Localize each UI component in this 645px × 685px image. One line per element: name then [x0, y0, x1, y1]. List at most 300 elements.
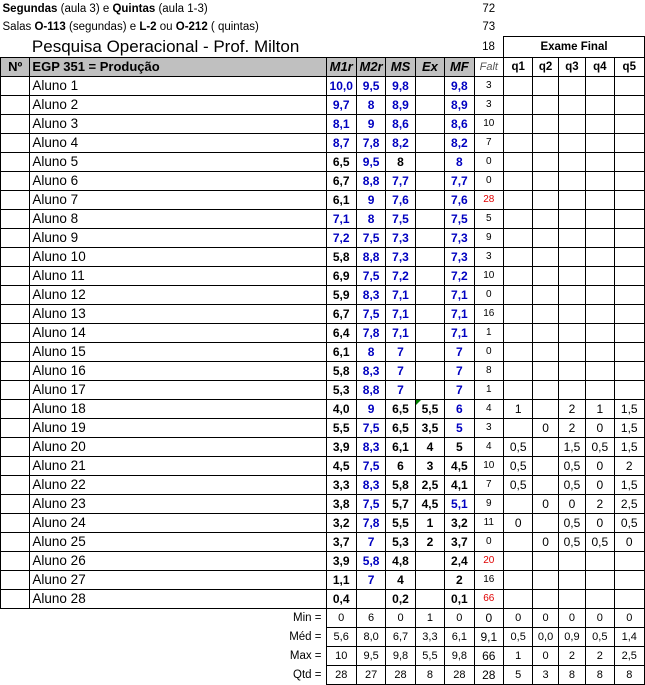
student-name[interactable]: Aluno 5	[30, 152, 326, 171]
q3-cell[interactable]: 2	[558, 399, 585, 418]
ms-cell[interactable]: 5,8	[386, 475, 415, 494]
stat-ex-cell[interactable]: 8	[415, 665, 444, 684]
mf-cell[interactable]: 2,4	[445, 551, 474, 570]
q3-cell[interactable]	[558, 589, 585, 608]
row-number-cell[interactable]	[1, 437, 30, 456]
ms-cell[interactable]: 8,9	[386, 95, 415, 114]
stat-m2r-cell[interactable]: 9,5	[356, 646, 385, 665]
q2-cell[interactable]	[533, 95, 558, 114]
row-number-cell[interactable]	[1, 76, 30, 95]
stat-mf-cell[interactable]: 0	[445, 608, 474, 627]
row-number-cell[interactable]	[1, 171, 30, 190]
falt-cell[interactable]: 1	[474, 323, 503, 342]
m2r-cell[interactable]: 9	[356, 114, 385, 133]
stat-q4-cell[interactable]: 0	[586, 608, 614, 627]
row-number-cell[interactable]	[1, 304, 30, 323]
m2r-cell[interactable]	[356, 589, 385, 608]
ex-cell[interactable]: 3,5	[415, 418, 444, 437]
q5-cell[interactable]	[614, 228, 644, 247]
q1-cell[interactable]	[504, 285, 533, 304]
ms-cell[interactable]: 5,5	[386, 513, 415, 532]
student-name[interactable]: Aluno 15	[30, 342, 326, 361]
q1-cell[interactable]	[504, 76, 533, 95]
stat-ms-cell[interactable]: 6,7	[386, 627, 415, 646]
q5-cell[interactable]	[614, 380, 644, 399]
mf-cell[interactable]: 7,6	[445, 190, 474, 209]
q2-cell[interactable]: 0	[533, 532, 558, 551]
m2r-cell[interactable]: 9	[356, 399, 385, 418]
m2r-cell[interactable]: 7,5	[356, 228, 385, 247]
q2-cell[interactable]	[533, 171, 558, 190]
stat-mf-cell[interactable]: 6,1	[445, 627, 474, 646]
m1r-cell[interactable]: 7,2	[326, 228, 356, 247]
q4-cell[interactable]	[586, 133, 614, 152]
falt-cell[interactable]: 3	[474, 95, 503, 114]
q4-cell[interactable]	[586, 228, 614, 247]
falt-cell[interactable]: 1	[474, 380, 503, 399]
q3-cell[interactable]: 0,5	[558, 475, 585, 494]
q3-cell[interactable]	[558, 380, 585, 399]
stat-m2r-cell[interactable]: 8,0	[356, 627, 385, 646]
falt-cell[interactable]: 11	[474, 513, 503, 532]
m1r-cell[interactable]: 7,1	[326, 209, 356, 228]
ex-cell[interactable]	[415, 228, 444, 247]
q4-cell[interactable]: 1	[586, 399, 614, 418]
q1-cell[interactable]	[504, 380, 533, 399]
ex-cell[interactable]	[415, 551, 444, 570]
student-name[interactable]: Aluno 18	[30, 399, 326, 418]
q1-cell[interactable]: 0,5	[504, 456, 533, 475]
ex-cell[interactable]	[415, 342, 444, 361]
student-name[interactable]: Aluno 27	[30, 570, 326, 589]
m1r-cell[interactable]: 4,5	[326, 456, 356, 475]
student-name[interactable]: Aluno 7	[30, 190, 326, 209]
student-name[interactable]: Aluno 24	[30, 513, 326, 532]
ms-cell[interactable]: 4	[386, 570, 415, 589]
falt-cell[interactable]: 0	[474, 171, 503, 190]
m1r-cell[interactable]: 3,9	[326, 551, 356, 570]
q2-cell[interactable]	[533, 570, 558, 589]
q5-cell[interactable]: 1,5	[614, 399, 644, 418]
mf-cell[interactable]: 3,7	[445, 532, 474, 551]
mf-cell[interactable]: 7,1	[445, 323, 474, 342]
ex-cell[interactable]	[415, 209, 444, 228]
stat-ex-cell[interactable]: 3,3	[415, 627, 444, 646]
row-number-cell[interactable]	[1, 247, 30, 266]
ex-cell[interactable]	[415, 95, 444, 114]
ex-cell[interactable]: 1	[415, 513, 444, 532]
q5-cell[interactable]	[614, 114, 644, 133]
m1r-cell[interactable]: 6,1	[326, 342, 356, 361]
mf-cell[interactable]: 7,5	[445, 209, 474, 228]
stat-falt-cell[interactable]: 66	[474, 646, 503, 665]
q2-cell[interactable]	[533, 285, 558, 304]
q4-cell[interactable]	[586, 551, 614, 570]
stat-q5-cell[interactable]: 8	[614, 665, 644, 684]
mf-cell[interactable]: 8,9	[445, 95, 474, 114]
falt-cell[interactable]: 20	[474, 551, 503, 570]
exam-final-header[interactable]: Exame Final	[504, 37, 645, 58]
mf-cell[interactable]: 7,3	[445, 228, 474, 247]
stat-ms-cell[interactable]: 0	[386, 608, 415, 627]
stat-ms-cell[interactable]: 28	[386, 665, 415, 684]
stat-q1-cell[interactable]: 0,5	[504, 627, 533, 646]
row-number-cell[interactable]	[1, 228, 30, 247]
q2-cell[interactable]	[533, 247, 558, 266]
falt-cell[interactable]: 0	[474, 152, 503, 171]
falt-cell[interactable]: 0	[474, 285, 503, 304]
m2r-cell[interactable]: 7,5	[356, 494, 385, 513]
row-number-cell[interactable]	[1, 285, 30, 304]
header-ex[interactable]: Ex	[415, 57, 444, 76]
ms-cell[interactable]: 4,8	[386, 551, 415, 570]
q3-cell[interactable]: 1,5	[558, 437, 585, 456]
ms-cell[interactable]: 7,3	[386, 228, 415, 247]
q5-cell[interactable]	[614, 589, 644, 608]
m2r-cell[interactable]: 7,5	[356, 266, 385, 285]
q5-cell[interactable]: 1,5	[614, 475, 644, 494]
q5-cell[interactable]	[614, 342, 644, 361]
q2-cell[interactable]	[533, 589, 558, 608]
falt-cell[interactable]: 10	[474, 266, 503, 285]
mf-cell[interactable]: 7	[445, 380, 474, 399]
ms-cell[interactable]: 7,1	[386, 285, 415, 304]
ms-cell[interactable]: 6,5	[386, 399, 415, 418]
q5-cell[interactable]	[614, 361, 644, 380]
m2r-cell[interactable]: 7,8	[356, 133, 385, 152]
stat-q2-cell[interactable]: 0,0	[533, 627, 558, 646]
student-name[interactable]: Aluno 26	[30, 551, 326, 570]
q3-cell[interactable]	[558, 152, 585, 171]
ex-cell[interactable]: 5,5	[415, 399, 444, 418]
q1-cell[interactable]	[504, 323, 533, 342]
ex-cell[interactable]: 2	[415, 532, 444, 551]
ms-cell[interactable]: 7	[386, 342, 415, 361]
stat-falt-cell[interactable]: 0	[474, 608, 503, 627]
stat-ms-cell[interactable]: 9,8	[386, 646, 415, 665]
q2-cell[interactable]	[533, 209, 558, 228]
mf-cell[interactable]: 7,7	[445, 171, 474, 190]
row-number-cell[interactable]	[1, 342, 30, 361]
q4-cell[interactable]	[586, 589, 614, 608]
m2r-cell[interactable]: 8	[356, 209, 385, 228]
title-number[interactable]: 18	[482, 40, 495, 53]
empty-cell[interactable]	[504, 0, 645, 18]
mf-cell[interactable]: 7,1	[445, 304, 474, 323]
falt-cell[interactable]: 28	[474, 190, 503, 209]
m2r-cell[interactable]: 5,8	[356, 551, 385, 570]
student-name[interactable]: Aluno 28	[30, 589, 326, 608]
stat-q5-cell[interactable]: 2,5	[614, 646, 644, 665]
q3-cell[interactable]	[558, 342, 585, 361]
q1-cell[interactable]: 1	[504, 399, 533, 418]
q5-cell[interactable]	[614, 323, 644, 342]
stat-q4-cell[interactable]: 0,5	[586, 627, 614, 646]
mf-cell[interactable]: 7,1	[445, 285, 474, 304]
student-name[interactable]: Aluno 20	[30, 437, 326, 456]
q4-cell[interactable]	[586, 342, 614, 361]
mf-cell[interactable]: 7,2	[445, 266, 474, 285]
q3-cell[interactable]: 0,5	[558, 532, 585, 551]
ex-cell[interactable]	[415, 76, 444, 95]
ms-cell[interactable]: 6,1	[386, 437, 415, 456]
m2r-cell[interactable]: 7,8	[356, 323, 385, 342]
q3-cell[interactable]	[558, 361, 585, 380]
q5-cell[interactable]: 0,5	[614, 513, 644, 532]
q5-cell[interactable]	[614, 190, 644, 209]
student-name[interactable]: Aluno 17	[30, 380, 326, 399]
falt-cell[interactable]: 0	[474, 532, 503, 551]
row-number-cell[interactable]	[1, 114, 30, 133]
q1-cell[interactable]	[504, 209, 533, 228]
q2-cell[interactable]: 0	[533, 494, 558, 513]
m1r-cell[interactable]: 6,1	[326, 190, 356, 209]
stat-q1-cell[interactable]: 1	[504, 646, 533, 665]
q5-cell[interactable]	[614, 266, 644, 285]
mf-cell[interactable]: 7	[445, 342, 474, 361]
q4-cell[interactable]	[586, 152, 614, 171]
m2r-cell[interactable]: 8	[356, 95, 385, 114]
m1r-cell[interactable]: 3,9	[326, 437, 356, 456]
ms-cell[interactable]: 7,7	[386, 171, 415, 190]
q4-cell[interactable]: 0	[586, 475, 614, 494]
row-number-cell[interactable]	[1, 513, 30, 532]
q2-cell[interactable]	[533, 399, 558, 418]
q5-cell[interactable]	[614, 171, 644, 190]
ex-cell[interactable]	[415, 171, 444, 190]
q5-cell[interactable]	[614, 304, 644, 323]
ms-cell[interactable]: 7,2	[386, 266, 415, 285]
m2r-cell[interactable]: 7,5	[356, 456, 385, 475]
q4-cell[interactable]	[586, 285, 614, 304]
q1-cell[interactable]	[504, 95, 533, 114]
q2-cell[interactable]	[533, 228, 558, 247]
student-name[interactable]: Aluno 14	[30, 323, 326, 342]
q4-cell[interactable]	[586, 266, 614, 285]
q1-cell[interactable]	[504, 133, 533, 152]
student-name[interactable]: Aluno 12	[30, 285, 326, 304]
m1r-cell[interactable]: 1,1	[326, 570, 356, 589]
q5-cell[interactable]	[614, 95, 644, 114]
stat-q3-cell[interactable]: 2	[558, 646, 585, 665]
q2-cell[interactable]	[533, 361, 558, 380]
ex-cell[interactable]	[415, 285, 444, 304]
q2-cell[interactable]	[533, 437, 558, 456]
m2r-cell[interactable]: 8,3	[356, 361, 385, 380]
falt-cell[interactable]: 4	[474, 437, 503, 456]
q3-cell[interactable]: 0	[558, 494, 585, 513]
q5-cell[interactable]	[614, 76, 644, 95]
m1r-cell[interactable]: 6,7	[326, 171, 356, 190]
m1r-cell[interactable]: 6,9	[326, 266, 356, 285]
q5-cell[interactable]: 2,5	[614, 494, 644, 513]
m1r-cell[interactable]: 4,0	[326, 399, 356, 418]
header-mf[interactable]: MF	[445, 57, 474, 76]
ms-cell[interactable]: 5,7	[386, 494, 415, 513]
student-name[interactable]: Aluno 21	[30, 456, 326, 475]
row-number-cell[interactable]	[1, 152, 30, 171]
stat-ex-cell[interactable]: 5,5	[415, 646, 444, 665]
q2-cell[interactable]	[533, 190, 558, 209]
m1r-cell[interactable]: 9,7	[326, 95, 356, 114]
m1r-cell[interactable]: 5,8	[326, 247, 356, 266]
q4-cell[interactable]: 2	[586, 494, 614, 513]
ex-cell[interactable]	[415, 266, 444, 285]
header-q3[interactable]: q3	[558, 57, 585, 76]
q5-cell[interactable]	[614, 152, 644, 171]
q1-cell[interactable]: 0,5	[504, 475, 533, 494]
q5-cell[interactable]	[614, 209, 644, 228]
row-number-cell[interactable]	[1, 475, 30, 494]
m1r-cell[interactable]: 6,4	[326, 323, 356, 342]
mf-cell[interactable]: 3,2	[445, 513, 474, 532]
falt-cell[interactable]: 3	[474, 76, 503, 95]
student-name[interactable]: Aluno 3	[30, 114, 326, 133]
q3-cell[interactable]	[558, 133, 585, 152]
row-number-cell[interactable]	[1, 190, 30, 209]
q3-cell[interactable]	[558, 551, 585, 570]
q5-cell[interactable]	[614, 285, 644, 304]
stat-m1r-cell[interactable]: 0	[326, 608, 356, 627]
q3-cell[interactable]: 2	[558, 418, 585, 437]
q1-cell[interactable]	[504, 551, 533, 570]
m2r-cell[interactable]: 7,5	[356, 418, 385, 437]
row-number-cell[interactable]	[1, 380, 30, 399]
m1r-cell[interactable]: 0,4	[326, 589, 356, 608]
q1-cell[interactable]	[504, 342, 533, 361]
q1-cell[interactable]	[504, 418, 533, 437]
mf-cell[interactable]: 2	[445, 570, 474, 589]
mf-cell[interactable]: 4,1	[445, 475, 474, 494]
falt-cell[interactable]: 7	[474, 133, 503, 152]
row-number-cell[interactable]	[1, 133, 30, 152]
q1-cell[interactable]: 0	[504, 513, 533, 532]
q3-cell[interactable]	[558, 76, 585, 95]
q1-cell[interactable]	[504, 190, 533, 209]
q5-cell[interactable]: 1,5	[614, 418, 644, 437]
student-name[interactable]: Aluno 10	[30, 247, 326, 266]
header-ms[interactable]: MS	[386, 57, 415, 76]
mf-cell[interactable]: 5	[445, 418, 474, 437]
falt-cell[interactable]: 3	[474, 418, 503, 437]
empty-cell[interactable]	[504, 18, 645, 37]
falt-cell[interactable]: 5	[474, 209, 503, 228]
row-number-cell[interactable]	[1, 456, 30, 475]
q4-cell[interactable]	[586, 361, 614, 380]
falt-cell[interactable]: 3	[474, 247, 503, 266]
q3-cell[interactable]	[558, 190, 585, 209]
ms-cell[interactable]: 7	[386, 380, 415, 399]
row-number-cell[interactable]	[1, 551, 30, 570]
q2-cell[interactable]	[533, 114, 558, 133]
q1-cell[interactable]	[504, 570, 533, 589]
mf-cell[interactable]: 0,1	[445, 589, 474, 608]
rooms-cell[interactable]	[1, 18, 475, 37]
stat-m1r-cell[interactable]: 5,6	[326, 627, 356, 646]
stats-label[interactable]: Méd =	[289, 630, 322, 643]
ms-cell[interactable]: 0,2	[386, 589, 415, 608]
header-falt[interactable]: Falt	[474, 57, 503, 76]
q2-cell[interactable]	[533, 76, 558, 95]
q1-cell[interactable]	[504, 532, 533, 551]
q3-cell[interactable]: 0,5	[558, 456, 585, 475]
q5-cell[interactable]	[614, 551, 644, 570]
q1-cell[interactable]	[504, 266, 533, 285]
q1-cell[interactable]	[504, 114, 533, 133]
student-name[interactable]: Aluno 19	[30, 418, 326, 437]
header-m1r[interactable]: M1r	[326, 57, 356, 76]
student-name[interactable]: Aluno 13	[30, 304, 326, 323]
q3-cell[interactable]	[558, 285, 585, 304]
m1r-cell[interactable]: 3,7	[326, 532, 356, 551]
falt-cell[interactable]: 10	[474, 114, 503, 133]
stat-q4-cell[interactable]: 2	[586, 646, 614, 665]
m2r-cell[interactable]: 7	[356, 570, 385, 589]
schedule-number[interactable]: 72	[482, 3, 496, 15]
mf-cell[interactable]: 7	[445, 361, 474, 380]
ms-cell[interactable]: 8,2	[386, 133, 415, 152]
m1r-cell[interactable]: 3,2	[326, 513, 356, 532]
m1r-cell[interactable]: 3,8	[326, 494, 356, 513]
q2-cell[interactable]	[533, 342, 558, 361]
mf-cell[interactable]: 5	[445, 437, 474, 456]
q4-cell[interactable]	[586, 95, 614, 114]
ex-cell[interactable]	[415, 114, 444, 133]
row-number-cell[interactable]	[1, 95, 30, 114]
row-number-cell[interactable]	[1, 494, 30, 513]
row-number-cell[interactable]	[1, 399, 30, 418]
q3-cell[interactable]	[558, 323, 585, 342]
schedule-cell[interactable]	[1, 0, 475, 18]
ex-cell[interactable]	[415, 380, 444, 399]
m2r-cell[interactable]: 7,8	[356, 513, 385, 532]
page-title[interactable]: Pesquisa Operacional - Prof. Milton	[31, 36, 300, 56]
m2r-cell[interactable]: 8,3	[356, 285, 385, 304]
q4-cell[interactable]: 0,5	[586, 437, 614, 456]
header-number[interactable]: Nº	[1, 57, 30, 76]
student-name[interactable]: Aluno 2	[30, 95, 326, 114]
stat-q2-cell[interactable]: 0	[533, 646, 558, 665]
ex-cell[interactable]: 3	[415, 456, 444, 475]
q2-cell[interactable]	[533, 513, 558, 532]
q1-cell[interactable]	[504, 304, 533, 323]
q4-cell[interactable]	[586, 247, 614, 266]
stat-q1-cell[interactable]: 0	[504, 608, 533, 627]
q5-cell[interactable]	[614, 133, 644, 152]
q4-cell[interactable]: 0	[586, 418, 614, 437]
q4-cell[interactable]	[586, 190, 614, 209]
q4-cell[interactable]	[586, 570, 614, 589]
q5-cell[interactable]	[614, 247, 644, 266]
mf-cell[interactable]: 5,1	[445, 494, 474, 513]
falt-cell[interactable]: 9	[474, 494, 503, 513]
ms-cell[interactable]: 8	[386, 152, 415, 171]
student-name[interactable]: Aluno 25	[30, 532, 326, 551]
rooms-number[interactable]: 73	[482, 21, 496, 34]
ms-cell[interactable]: 7,3	[386, 247, 415, 266]
q2-cell[interactable]: 0	[533, 418, 558, 437]
student-name[interactable]: Aluno 16	[30, 361, 326, 380]
q1-cell[interactable]	[504, 494, 533, 513]
ms-cell[interactable]: 6	[386, 456, 415, 475]
mf-cell[interactable]: 8,6	[445, 114, 474, 133]
q3-cell[interactable]	[558, 228, 585, 247]
header-q1[interactable]: q1	[504, 57, 533, 76]
q2-cell[interactable]	[533, 133, 558, 152]
ms-cell[interactable]: 7,1	[386, 323, 415, 342]
q1-cell[interactable]: 0,5	[504, 437, 533, 456]
header-q2[interactable]: q2	[533, 57, 558, 76]
